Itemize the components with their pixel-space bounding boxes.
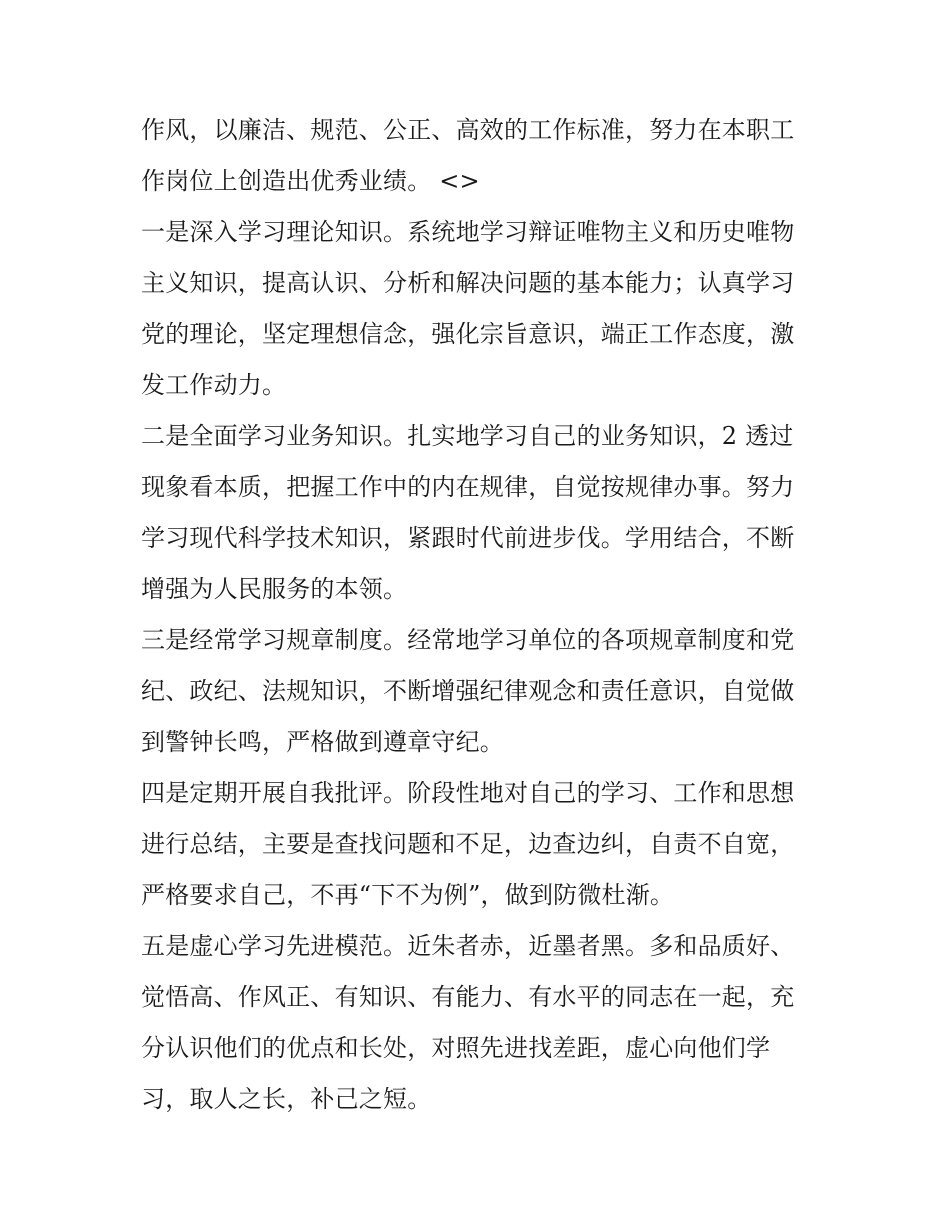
text-line: 学习现代科学技术知识，紧跟时代前进步伐。学用结合，不断 — [141, 524, 795, 552]
paragraph-intro-continuation — [141, 105, 821, 207]
paragraph-point-three — [141, 615, 821, 768]
text-line: 五是虚心学习先进模范。近朱者赤，近墨者黑。多和品质好、 — [141, 932, 795, 960]
paragraph-point-four — [141, 768, 821, 921]
text-line: 到警钟长鸣，严格做到遵章守纪。 — [141, 728, 504, 756]
document-page — [141, 105, 821, 1125]
text-line: 作风，以廉洁、规范、公正、高效的工作标准，努力在本职工 — [141, 116, 795, 144]
text-line: 现象看本质，把握工作中的内在规律，自觉按规律办事。努力 — [141, 473, 795, 501]
text-line: 主义知识，提高认识、分析和解决问题的基本能力；认真学习 — [141, 269, 795, 297]
text-line: 党的理论，坚定理想信念，强化宗旨意识，端正工作态度，激 — [141, 320, 795, 348]
text-line: 作岗位上创造出优秀业绩。 <> — [141, 167, 480, 195]
text-line: 一是深入学习理论知识。系统地学习辩证唯物主义和历史唯物 — [141, 218, 795, 246]
text-line: 四是定期开展自我批评。阶段性地对自己的学习、工作和思想 — [141, 779, 795, 807]
text-line: 觉悟高、作风正、有知识、有能力、有水平的同志在一起，充 — [141, 983, 795, 1011]
text-line: 纪、政纪、法规知识，不断增强纪律观念和责任意识，自觉做 — [141, 677, 795, 705]
text-line: 习，取人之长，补己之短。 — [141, 1085, 432, 1113]
paragraph-point-two — [141, 411, 821, 615]
text-line: 增强为人民服务的本领。 — [141, 575, 408, 603]
text-line: 分认识他们的优点和长处，对照先进找差距，虚心向他们学 — [141, 1034, 771, 1062]
text-line: 发工作动力。 — [141, 371, 287, 399]
text-line: 严格要求自己，不再“下不为例”，做到防微杜渐。 — [141, 881, 675, 909]
text-line: 二是全面学习业务知识。扎实地学习自己的业务知识，2 透过 — [141, 422, 794, 450]
text-line: 进行总结，主要是查找问题和不足，边查边纠，自责不自宽， — [141, 830, 795, 858]
text-line: 三是经常学习规章制度。经常地学习单位的各项规章制度和党 — [141, 626, 795, 654]
paragraph-point-five — [141, 921, 821, 1125]
paragraph-point-one — [141, 207, 821, 411]
